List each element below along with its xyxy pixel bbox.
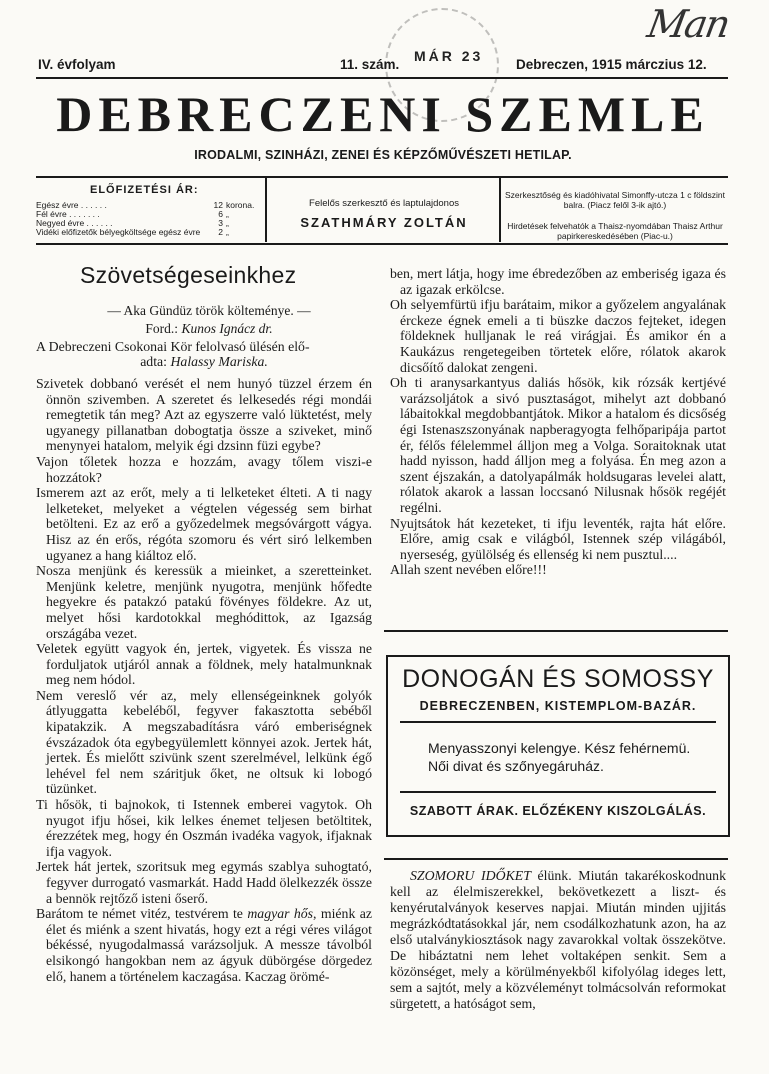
article-paragraph: Barátom te német vitéz, testvérem te magyar hős, miénk az élet és miénk a szent hivatás, hogy ezt a régi véres világot békéssé, nyugodalmassá varázsoljuk. A messze távolból elsikongó hangokban nem az ágyuk dübörgése dörgedez elő, hanem a történelem kaczagása. Kaczag örömé- [36,906,372,984]
rate-row: Fél évre . . . . . . . 6 „ [36,209,229,219]
ad-subtitle: DEBRECZENBEN, KISTEMPLOM-BAZÁR. [419,699,697,713]
article-translator: Ford.: Kunos Ignácz dr. [145,321,273,336]
article-paragraph: Nem vereslő vér az, mely ellenségeinknek golyók átlyuggatta kebeléből, fegyver fakasztotta sebéből kipatakzik. A megszabadításra váró emberiségnek évszázadok óta egybegyülemlett könnyei azok. Jertek hát, jertek. És mielőtt szivünk szent szerelmével, lelkünk égő lehével fel nem száritjuk őket, ne oltsuk ki lobogó tüzünket. [36,687,372,797]
issue-label: 11. szám. [340,57,400,72]
article-paragraph: Nosza menjünk és keressük a mieinket, a szeretteinket. Menjünk keletre, menjünk nyugotra, menjünk hőfedte hegyekre és patakzó patakú fövényes földekre. Az ut, melyet hősi kardotokkal meghódittok, az Igazság országába vezet. [36,563,372,641]
news-item [390,868,726,1012]
top-rule [36,77,728,79]
info-rule-top [36,176,728,178]
handwritten-signature: Man [644,2,732,46]
article-paragraph: Vajon tőletek hozza e hozzám, avagy tőlem viszi-e hozzátok? [36,453,372,485]
article-byline: — Aka Gündüz török költeménye. — [107,303,311,318]
ad-rule-2 [400,791,716,793]
date-label: Debreczen, 1915 márczius 12. [516,57,707,72]
article-right-column [390,266,726,578]
ads-info: Hirdetések felvehatók a Thaisz-nyomdában Thaisz Arthur papirkereskedésében (Piac-u.) [507,221,723,241]
article-paragraph: Oh ti aranysarkantyus daliás hősök, kik rózsák kertjévé varázsoljátok a sivó pusztaságot, mihelyt azt dobbanó lábaitokkal megdobbantjátok. Mikor a hatalom és dicsőség égi Istenaszszonyának napberagyogta felhőparipája partot ér, félős félelemmel álljon meg a Volga. Soraitoknak utat hadd nyisson, hadd álljon meg a folyása. Én meg azon a szent éjszakán, a datolyapálmák holdsugaras levelei alatt, rólatok akarok a lassan loccsanó Nilusnak hősök regéjét regélni. [390,375,726,515]
article-paragraph: Szivetek dobbanó verését el nem hunyó tüzzel érzem én önnön szivemben. A szeretet és lelkesedés régi mondái remegtetik tán meg? Azt az egyszerre való lüktetést, mely ugyanegy pillanatban dobogtatja össze a sziveket, minő menynyei hatalom, melyik égi dzsinn füzi egybe? [36,376,372,454]
advertisement-box [386,655,730,837]
ad-text: Menyasszonyi kelengye. Kész fehérnemü. Női divat és szőnyegáruház. [428,740,691,774]
stamp-text: MÁR 23 [414,48,484,64]
info-divider-1 [265,178,267,242]
ad-separator-bottom [384,858,728,860]
subscription-title: ELŐFIZETÉSI ÁR: [90,184,199,196]
info-divider-2 [499,178,501,242]
office-address: Szerkesztőség és kiadóhivatal Simonffy-utcza 1 c földszint balra. (Piacz felől 3-ik ajtó.) [504,190,725,210]
article-intro: A Debreczeni Csokonai Kör felolvasó ülésén elő- adta: Halassy Mariska. [36,339,310,369]
article-title: Szövetségeseinkhez [80,262,297,288]
news-lead: SZOMORU IDŐKET [410,868,531,883]
article-paragraph: ben, mert látja, hogy ime ébredezőben az emberiség igaza és az igazak erkölcse. [390,266,726,297]
ad-footer: SZABOTT ÁRAK. ELŐZÉKENY KISZOLGÁLÁS. [409,804,707,818]
article-paragraph: Oh selyemfürtü ifju barátaim, mikor a győzelem angyalának érckeze égnek emeli a ti büszke daczos fejteket, idegen földeknek hulljanak le reá virágjai. És amikor én a Kaukázus rengetegeiben törtetek előre, rólatok akarok dicsőítő dalokat zengeni. [390,297,726,375]
info-rule-bottom [36,243,728,245]
article-paragraph: Veletek együtt vagyok én, jertek, vigyetek. És vissza ne forduljatok utjáról annak a földnek, mely hatalmunknak meg nem hódol. [36,641,372,688]
editor-label: Felelős szerkesztő és laptulajdonos [309,198,459,209]
subscription-rates [36,201,262,237]
article-paragraph: Allah szent nevében előre!!! [390,562,547,578]
rate-row: Vidéki előfizetők bélyegköltsége egész évre 2 „ [36,227,229,237]
article-paragraph: Ti hősök, ti bajnokok, ti Istennek emberei vagytok. Oh nyugot ifju hősei, kik lelkes énemet teljesen betöltitek, érezzétek meg, hogy én Oszmán ivadéka vagyok, ifjaknak ifja vagyok. [36,797,372,859]
masthead-subtitle: IRODALMI, SZINHÁZI, ZENEI ÉS KÉPZŐMŰVÉSZETI HETILAP. [194,148,572,162]
article-paragraph: Jertek hát jertek, szoritsuk meg egymás szablya suhogtató, fegyver durrogató vasmarkát. Hadd Hadd ölelkezzék össze a bennök rejtőző isteni őserő. [36,859,372,906]
news-text: élünk. Miután takarékoskodnunk kell az élelmiszerekkel, bekövetkezett a liszt- és kenyérutalványok keserves napjai. Miután minden ujjitás megrázkódtatásokkal jár, nem csodálkozhatunk azon, ha az első utalványkiosztások nagy zavarokkal voltak összekötve. De hibáztatni nem lehet voltaképen senkit. Sem a közönséget, mely a körülményekből kifolyólag ideges lett, sem a sajtót, mely a közvéleményt tolmácsolván reformokat sürgetett, a hatóságot sem, [390,868,726,1011]
article-paragraph: Ismerem azt az erőt, mely a ti lelketeket élteti. A ti nagy lelketeket, melyeket a végtelen végesség sem birhat betölteni. Ez az erő a győzedelmek megsóvárgott vágya. Hisz az én erős, régóta szomoru és vért siró lelkemben ugyanez a hang kiáltoz elő. [36,485,372,563]
article-paragraph: Nyujtsátok hát kezeteket, ti ifju leventék, rajta hát előre. Előre, amig csak e világból, Istennek szép világából, nyerseség, gyülölség és ellenség ki nem pusztul.... [390,515,726,562]
editor-name: SZATHMÁRY ZOLTÁN [300,215,468,230]
article-left-column [36,376,372,984]
ad-separator-top [384,630,728,632]
masthead-title: DEBRECZENI SZEMLE [56,86,710,142]
ad-rule-1 [400,721,716,723]
rate-row: Negyed évre . . . . . . 3 „ [36,218,229,228]
rate-row: Egész évre . . . . . . 12 korona. [36,200,255,210]
ad-title: DONOGÁN ÉS SOMOSSY [402,665,714,693]
volume-label: IV. évfolyam [38,57,116,72]
